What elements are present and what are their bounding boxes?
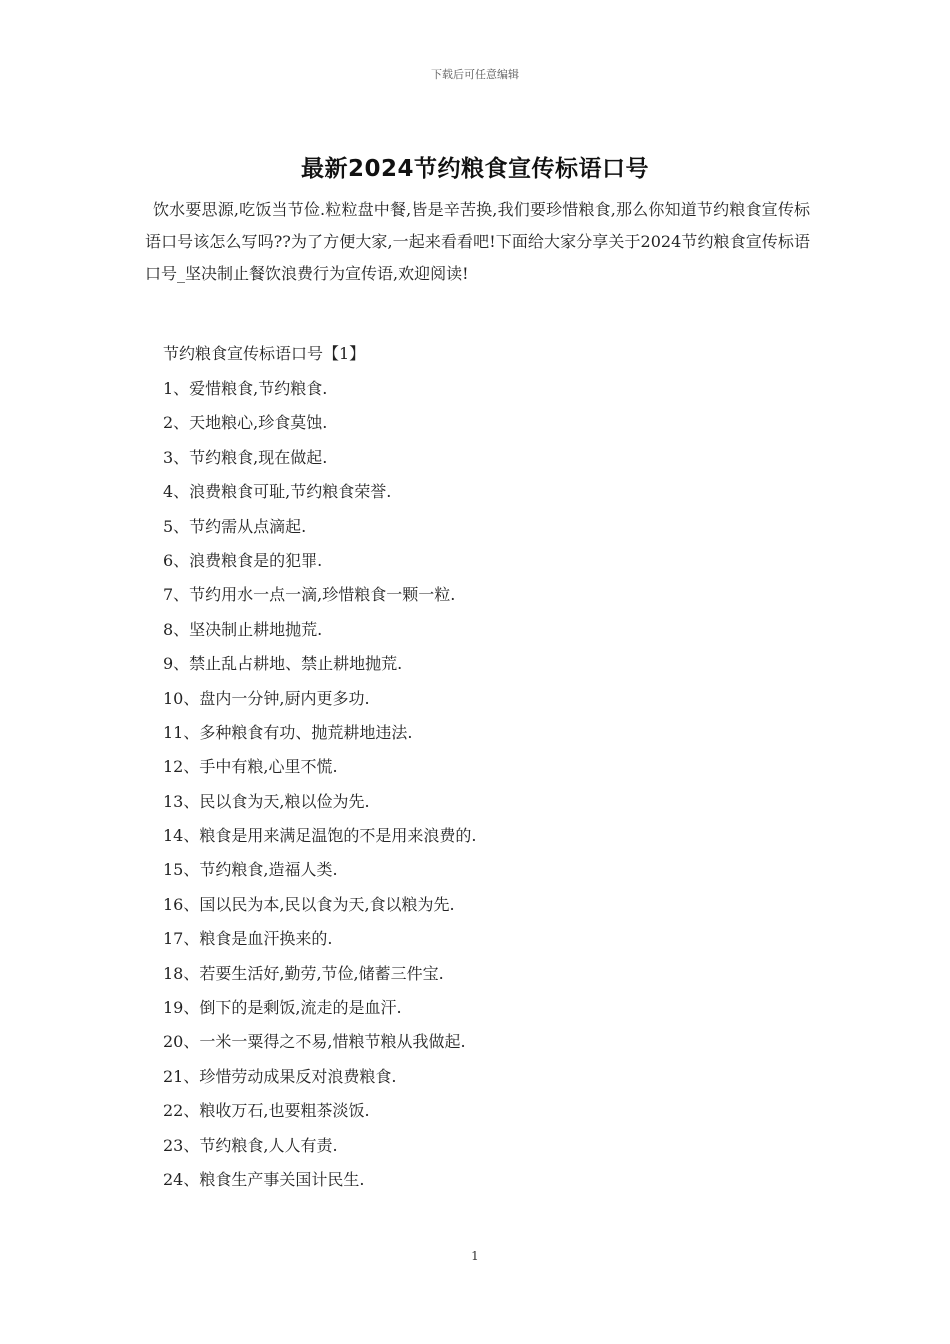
list-item: 4、浪费粮食可耻,节约粮食荣誉. [163, 482, 392, 502]
page-title: 最新2024节约粮食宣传标语口号 [300, 156, 649, 182]
list-item: 24、粮食生产事关国计民生. [163, 1169, 365, 1189]
list-item: 15、节约粮食,造福人类. [163, 860, 338, 880]
list-item: 1、爱惜粮食,节约粮食. [163, 379, 328, 398]
list-item: 8、坚决制止耕地抛荒. [163, 619, 323, 639]
header-note: 下载后可任意编辑 [431, 68, 519, 81]
list-item: 23、节约粮食,人人有责. [163, 1135, 338, 1155]
intro-paragraph: 饮水要思源,吃饭当节俭.粒粒盘中餐,皆是辛苦换,我们要珍惜粮食,那么你知道节约粮食宣传标语口号该怎么写吗??为了方便大家,一起来看看吧!下面给大家分享关于2024节约粮食宣传标语口号_坚决制止餐饮浪费行为宣传语,欢迎阅读! [145, 200, 810, 283]
list-item: 10、盘内一分钟,厨内更多功. [163, 688, 370, 708]
list-item: 9、禁止乱占耕地、禁止耕地抛荒. [163, 654, 403, 674]
slogan-list [163, 377, 476, 1202]
list-item: 16、国以民为本,民以食为天,食以粮为先. [163, 894, 455, 914]
list-item: 3、节约粮食,现在做起. [163, 447, 328, 467]
list-item: 21、珍惜劳动成果反对浪费粮食. [163, 1066, 397, 1086]
section-heading: 节约粮食宣传标语口号【1】 [163, 344, 366, 363]
list-item: 22、粮收万石,也要粗茶淡饭. [163, 1101, 370, 1121]
list-item: 14、粮食是用来满足温饱的不是用来浪费的. [163, 826, 477, 846]
list-item: 5、节约需从点滴起. [163, 516, 307, 536]
list-item: 7、节约用水一点一滴,珍惜粮食一颗一粒. [163, 585, 456, 605]
list-item: 6、浪费粮食是的犯罪. [163, 550, 323, 570]
list-item: 17、粮食是血汗换来的. [163, 929, 333, 949]
list-item: 13、民以食为天,粮以俭为先. [163, 791, 370, 811]
list-item: 12、手中有粮,心里不慌. [163, 757, 338, 777]
list-item: 19、倒下的是剩饭,流走的是血汗. [163, 998, 402, 1018]
list-item: 18、若要生活好,勤劳,节俭,储蓄三件宝. [163, 963, 444, 983]
page-number: 1 [471, 1249, 479, 1263]
list-item: 11、多种粮食有功、抛荒耕地违法. [163, 722, 413, 742]
list-item: 20、一米一粟得之不易,惜粮节粮从我做起. [163, 1032, 466, 1052]
list-item: 2、天地粮心,珍食莫蚀. [163, 413, 328, 433]
